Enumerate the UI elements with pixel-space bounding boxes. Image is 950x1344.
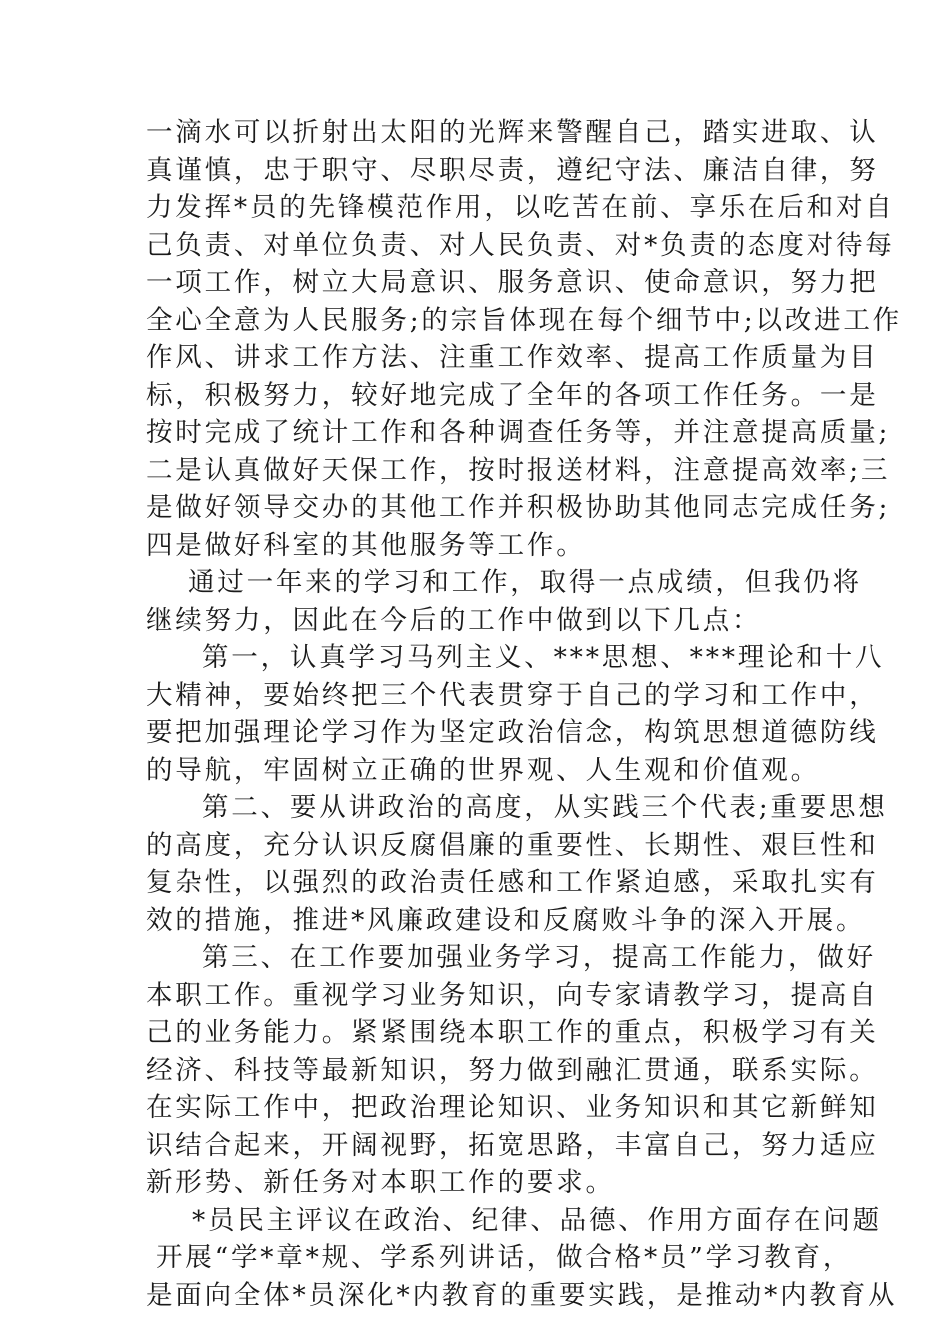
text-line: 本职工作。重视学习业务知识，向专家请教学习，提高自 <box>146 979 879 1011</box>
text-line: 真谨慎，忠于职守、尽职尽责，遵纪守法、廉洁自律，努 <box>146 154 879 186</box>
text-line: 识结合起来，开阔视野，拓宽思路，丰富自己，努力适应 <box>146 1129 879 1161</box>
text-line: 效的措施，推进*风廉政建设和反腐败斗争的深入开展。 <box>146 904 866 936</box>
text-line: 四是做好科室的其他服务等工作。 <box>146 529 586 561</box>
paragraph-start-line: 第三、在工作要加强业务学习，提高工作能力，做好 <box>202 942 876 973</box>
paragraph-start-line: 第二、要从讲政治的高度，从实践三个代表;重要思想 <box>202 792 888 823</box>
text-line: 在实际工作中，把政治理论知识、业务知识和其它新鲜知 <box>146 1092 879 1123</box>
text-line: 新形势、新任务对本职工作的要求。 <box>146 1167 615 1198</box>
text-line: 一滴水可以折射出太阳的光辉来警醒自己，踏实进取、认 <box>146 117 879 148</box>
text-line: 标，积极努力，较好地完成了全年的各项工作任务。一是 <box>146 379 879 411</box>
text-line: 是做好领导交办的其他工作并积极协助其他同志完成任务; <box>146 492 891 523</box>
text-line: 经济、科技等最新知识，努力做到融汇贯通，联系实际。 <box>146 1054 879 1086</box>
text-line: 一项工作，树立大局意识、服务意识、使命意识，努力把 <box>146 267 879 298</box>
paragraph-start-line: 第一，认真学习马列主义、***思想、***理论和十八 <box>202 642 885 673</box>
text-line: 的导航，牢固树立正确的世界观、人生观和价值观。 <box>146 754 820 786</box>
text-line: 作风、讲求工作方法、注重工作效率、提高工作质量为目 <box>146 342 879 373</box>
section-heading: *员民主评议在政治、纪律、品德、作用方面存在问题 <box>192 1204 882 1236</box>
text-line: 大精神，要始终把三个代表贯穿于自己的学习和工作中， <box>146 679 879 711</box>
document-body <box>146 114 902 1314</box>
paragraph-start-line: 通过一年来的学习和工作，取得一点成绩，但我仍将 <box>188 567 862 598</box>
text-line: 是面向全体*员深化*内教育的重要实践，是推动*内教育从 <box>146 1279 898 1311</box>
paragraph-start-line: 开展“学*章*规、学系列讲话，做合格*员”学习教育， <box>156 1242 853 1273</box>
text-line: 的高度，充分认识反腐倡廉的重要性、长期性、艰巨性和 <box>146 829 879 861</box>
text-line: 按时完成了统计工作和各种调查任务等，并注意提高质量; <box>146 417 891 448</box>
text-line: 复杂性，以强烈的政治责任感和工作紧迫感，采取扎实有 <box>146 867 879 898</box>
text-line: 二是认真做好天保工作，按时报送材料，注意提高效率;三 <box>146 454 891 486</box>
text-line: 继续努力，因此在今后的工作中做到以下几点： <box>146 604 762 636</box>
text-line: 己负责、对单位负责、对人民负责、对*负责的态度对待每 <box>146 229 895 261</box>
text-line: 己的业务能力。紧紧围绕本职工作的重点，积极学习有关 <box>146 1017 879 1048</box>
text-line: 要把加强理论学习作为坚定政治信念，构筑思想道德防线 <box>146 717 879 748</box>
text-line: 全心全意为人民服务;的宗旨体现在每个细节中;以改进工作 <box>146 304 902 336</box>
text-line: 力发挥*员的先锋模范作用，以吃苦在前、享乐在后和对自 <box>146 192 895 223</box>
